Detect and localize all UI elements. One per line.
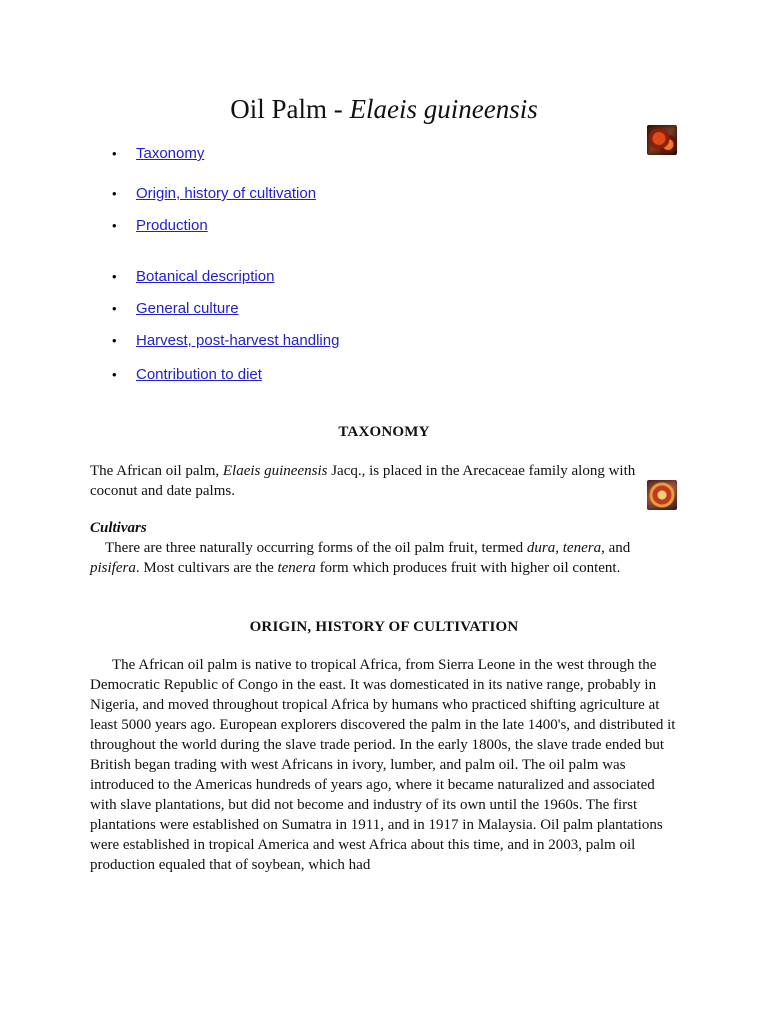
title-separator: - (327, 94, 350, 124)
origin-paragraph-text: The African oil palm is native to tropical Africa, from Sierra Leone in the west through the Democratic Republic of Congo in the east. It was domesticated in its native range, probably in Nigeria, and moved throughout tropical Africa by humans who practiced shifting agriculture at least 5000 years ago. European explorers discovered the palm in the late 1400's, and distributed it throughout the world during the slave trade period. In the early 1800s, the slave trade ended but British began trading with west Africans in ivory, lumber, and palm oil. The oil palm was introduced to the Americas hundreds of years ago, where it became naturalized and associated with slave plantations, but did not become and industry of its own until the 1960s. The first plantations were established on Sumatra in 1911, and in 1917 in Malaysia. Oil palm plantations were established in tropical America and west Africa about this time, and in 2003, palm oil production equaled that of soybean, which had (90, 657, 676, 873)
text-run: . Most cultivars are the (135, 560, 278, 576)
toc-item-diet (112, 365, 262, 385)
section-heading-origin: ORIGIN, HISTORY OF CULTIVATION (249, 619, 519, 635)
text-run-italic: tenera (277, 560, 316, 576)
text-run: , and (601, 540, 635, 556)
table-of-contents (0, 0, 768, 400)
oil-palm-bunch-thumbnail[interactable] (647, 480, 677, 510)
bullet-icon: • (112, 269, 117, 284)
origin-paragraph (90, 655, 678, 875)
toc-item-botanical (112, 267, 274, 287)
bullet-icon: • (112, 367, 117, 382)
toc-item-culture (112, 299, 239, 319)
text-run: Jacq., is placed in the Arecaceae family along with coconut and date palms. (90, 463, 636, 499)
toc-link-production[interactable]: Production (136, 217, 208, 234)
toc-link-harvest[interactable]: Harvest, post-harvest handling (136, 332, 340, 349)
toc-item-production (112, 216, 208, 236)
text-run: The African oil palm, (90, 463, 223, 479)
toc-link-diet[interactable]: Contribution to diet (136, 366, 262, 383)
text-run: form which produces fruit with higher oil content. (315, 560, 621, 576)
bullet-icon: • (112, 301, 117, 316)
toc-link-botanical[interactable]: Botanical description (136, 268, 275, 285)
cultivars-subheading: Cultivars (90, 520, 147, 536)
text-run-italic: pisifera (90, 560, 136, 576)
taxonomy-paragraph (90, 461, 640, 501)
bullet-icon: • (112, 333, 117, 348)
bullet-icon: • (112, 218, 117, 233)
text-run-italic: Elaeis guineensis (222, 463, 328, 479)
bullet-icon: • (112, 186, 117, 201)
toc-link-taxonomy[interactable]: Taxonomy (136, 145, 205, 162)
section-heading-taxonomy: TAXONOMY (338, 424, 430, 440)
toc-item-taxonomy (112, 144, 204, 164)
text-run-italic: dura, tenera (526, 540, 602, 556)
toc-item-origin (112, 184, 316, 204)
bullet-icon: • (112, 146, 117, 161)
title-common-name: Oil Palm (230, 94, 328, 124)
text-run: There are three naturally occurring forms of the oil palm fruit, termed (90, 540, 527, 556)
toc-link-culture[interactable]: General culture (136, 300, 239, 317)
toc-item-harvest (112, 331, 339, 351)
toc-link-origin[interactable]: Origin, history of cultivation (136, 185, 317, 202)
title-scientific-name: Elaeis guineensis (349, 94, 538, 124)
cultivars-paragraph (90, 538, 675, 578)
